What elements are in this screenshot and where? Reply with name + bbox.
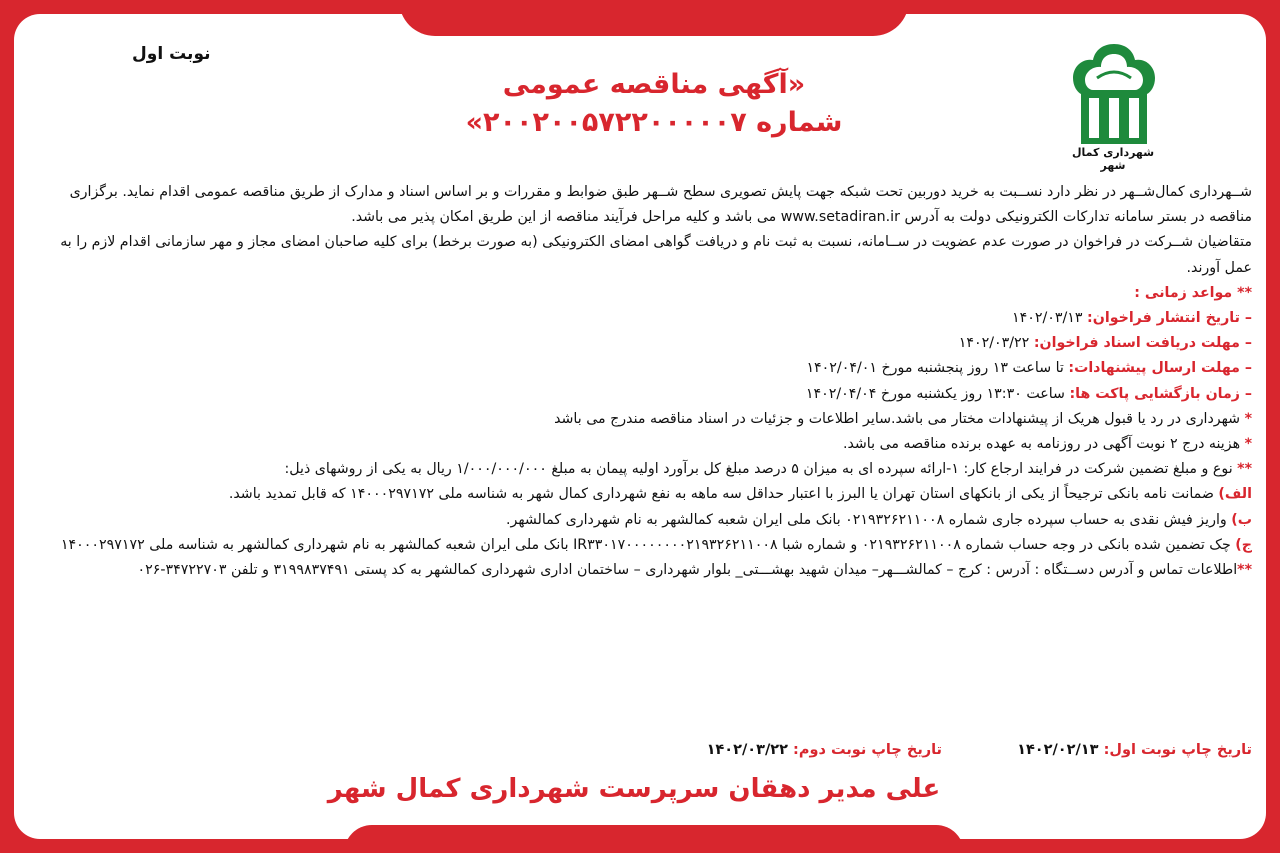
note-text: نوع و مبلغ تضمین شرکت در فرایند ارجاع کار: ۱-ارائه سپرده ای به میزان ۵ درصد مبلغ کل برآورد اولیه پیمان به مبلغ ۱/۰۰۰/۰۰۰/۰۰۰ ریال به یکی از روشهای ذیل: [284,461,1238,478]
logo-caption: شهرداری کمال شهر [1071,146,1155,172]
note-text: هزینه درج ۲ نوبت آگهی در روزنامه به عهده برنده مناقصه می باشد. [842,436,1245,453]
schedule-value: ۱۴۰۲/۰۳/۲۲ [958,335,1034,352]
schedule-value: تا ساعت ۱۳ روز پنجشنبه مورخ ۱۴۰۲/۰۴/۰۱ [806,360,1069,377]
option-text: ضمانت نامه بانکی ترجیحاً از یکی از بانکهای استان تهران یا البرز با اعتبار حداقل سه ماهه به نفع شهرداری کمال شهر به شناسه ملی ۱۴۰۰۰۲۹۷۱۷۲ که قابل تمدید باشد. [228,486,1219,503]
bottom-border-notch [344,825,964,839]
schedule-heading: ** مواعد زمانی : [1134,284,1252,301]
contact-info [52,558,1252,583]
schedule-value: ۱۴۰۲/۰۳/۱۳ [1012,310,1088,327]
first-print-label: تاریخ چاپ نوبت اول: [1103,742,1252,758]
notice-frame [14,14,1266,839]
option-marker: ج) [1235,536,1252,553]
schedule-item [52,331,1252,356]
contact-marker: ** [1237,562,1252,579]
option-marker: ب) [1231,511,1252,528]
guarantee-option [52,533,1252,558]
option-marker: الف) [1218,486,1252,503]
note-marker: ** [1237,461,1252,478]
second-print-value: ۱۴۰۲/۰۳/۲۲ [706,742,794,758]
title-line-2: شماره ۲۰۰۲۰۰۵۷۲۲۰۰۰۰۰۷» [465,107,843,138]
note-marker: * [1244,410,1252,427]
intro-paragraph-1: شــهرداری کمال‌شــهر در نظر دارد نســبت به خرید دوربین تحت شبکه جهت پایش تصویری سطح شــهر طبق ضوابط و مقررات و بر اساس اسناد و مدارک از طریق مناقصه عمومی اقدام نماید. برگزاری مناقصه در بستر سامانه تدارکات الکترونیکی دولت به آدرس www.setadiran.ir می باشد و کلیه مراحل فرآیند مناقصه از این طریق امکان پذیر می باشد. [69,184,1252,226]
option-text: واریز فیش نقدی به حساب سپرده جاری شماره ۰۲۱۹۳۲۶۲۱۱۰۰۸ بانک ملی ایران شعبه کمالشهر به نام شهرداری کمالشهر. [506,511,1232,528]
schedule-label: – تاریخ انتشار فراخوان: [1087,310,1252,327]
second-print-label: تاریخ چاپ نوبت دوم: [793,742,942,758]
note-text: شهرداری در رد یا قبول هریک از پیشنهادات مختار می باشد.سایر اطلاعات و جزئیات در اسناد مناقصه مندرج می باشد [554,410,1245,427]
note-marker: * [1244,436,1252,453]
note-item [52,457,1252,482]
notice-title [404,66,904,142]
schedule-label: – مهلت ارسال پیشنهادات: [1068,360,1252,377]
guarantee-option [52,482,1252,507]
notice-body [52,180,1252,583]
note-item [52,407,1252,432]
contact-text: اطلاعات تماس و آدرس دســتگاه : آدرس : کرج – کمالشـــهر– میدان شهید بهشـــتی_ بلوار شهرداری – ساختمان اداری شهرداری کمالشهر به کد پستی ۳۱۹۹۸۳۷۴۹۱ و تلفن ۳۴۷۲۲۷۰۳-۰۲۶ [137,562,1238,579]
guarantee-option [52,508,1252,533]
second-print-date [707,742,942,758]
schedule-label: – زمان بازگشایی پاکت ها: [1069,385,1252,402]
schedule-value: ساعت ۱۳:۳۰ روز یکشنبه مورخ ۱۴۰۲/۰۴/۰۴ [805,385,1070,402]
intro-paragraph-2: متقاضیان شــرکت در فراخوان در صورت عدم عضویت در ســامانه، نسبت به ثبت نام و دریافت گواهی امضای الکترونیکی (به صورت برخط) برای کلیه صاحبان امضای مجاز و مهر سازمانی اقدام لازم را به عمل آورند. [60,234,1252,276]
print-dates [52,742,1252,766]
round-label: نوبت اول [132,44,211,64]
signature: علی مدیر دهقان سرپرست شهرداری کمال شهر [327,774,941,804]
schedule-item [52,306,1252,331]
schedule-label: – مهلت دریافت اسناد فراخوان: [1033,335,1252,352]
option-text: چک تضمین شده بانکی در وجه حساب شماره ۰۲۱۹۳۲۶۲۱۱۰۰۸ و شماره شبا IR۳۳۰۱۷۰۰۰۰۰۰۰۰۲۱۹۳۲۶۲۱۱۰۰۸ بانک ملی ایران شعبه کمالشهر به نام شهرداری کمالشهر به شناسه ملی ۱۴۰۰۰۲۹۷۱۷۲ [60,536,1236,553]
first-print-date [1017,742,1252,758]
top-border-notch [399,14,909,36]
first-print-value: ۱۴۰۲/۰۲/۱۳ [1017,742,1104,758]
title-line-1: «آگهی مناقصه عمومی [502,69,806,100]
municipality-logo-icon [1067,40,1161,150]
schedule-item [52,382,1252,407]
schedule-item [52,356,1252,381]
note-item [52,432,1252,457]
